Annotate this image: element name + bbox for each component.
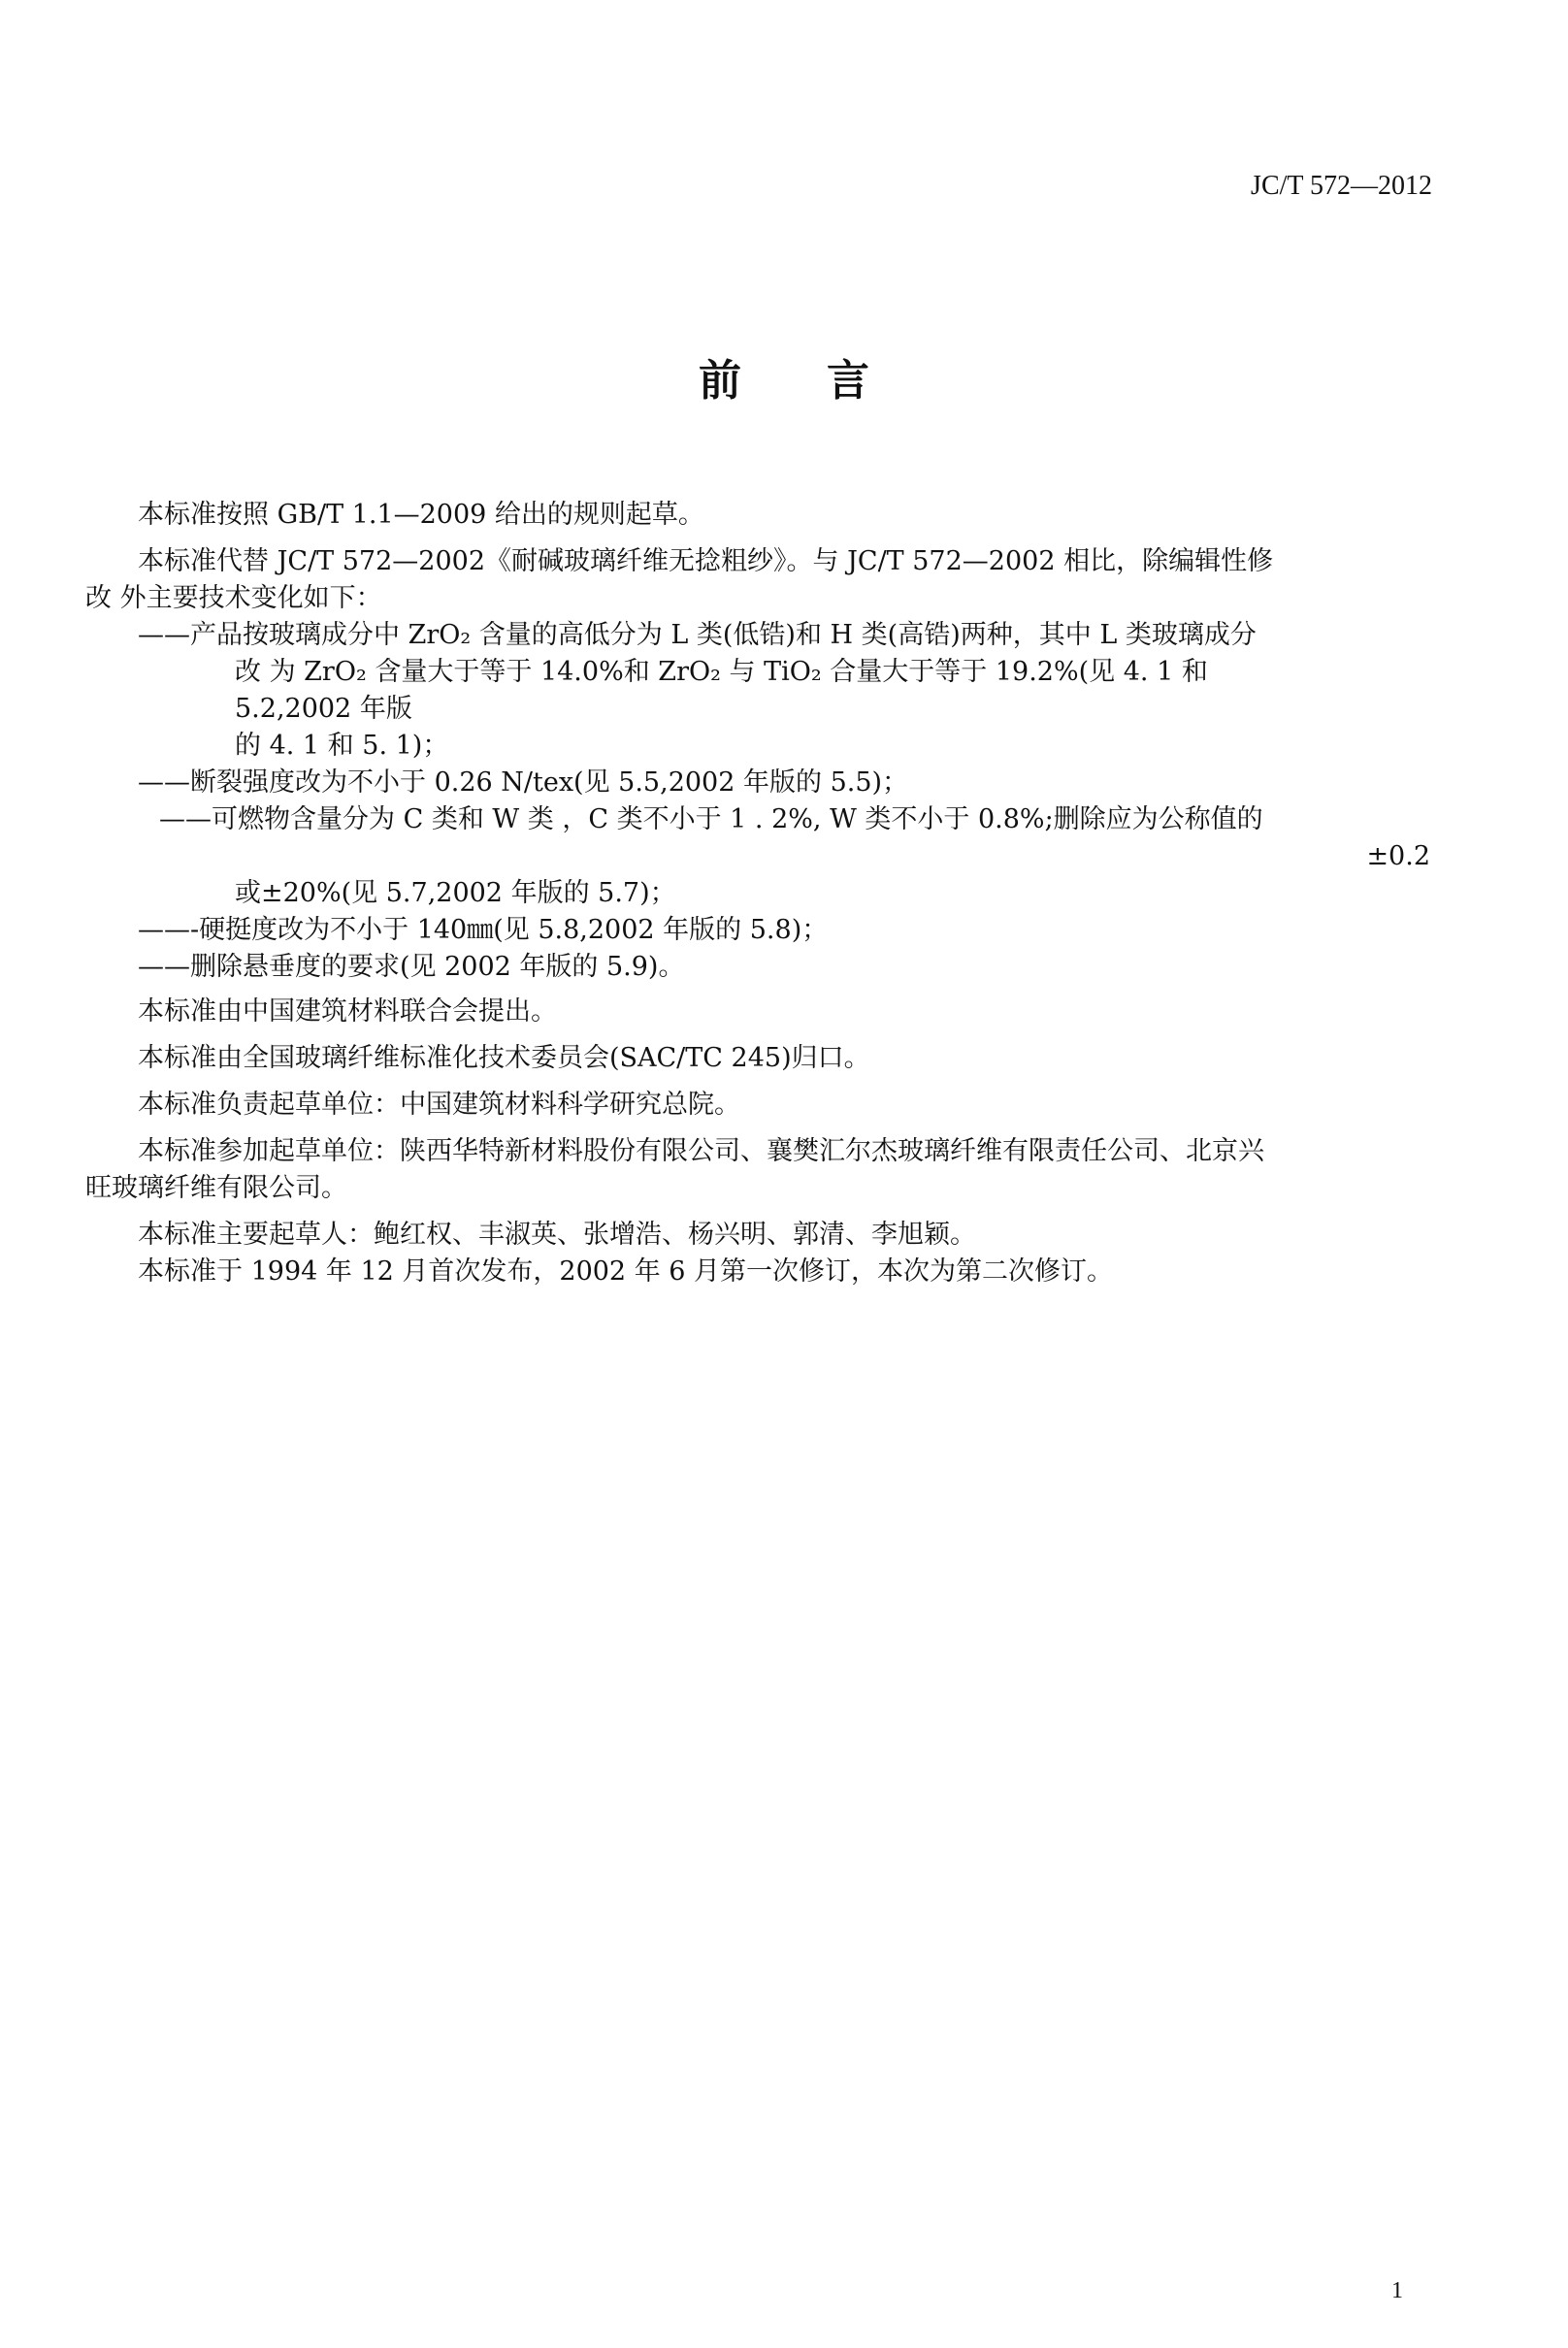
- paragraph-under-jurisdiction: 本标准由全国玻璃纤维标准化技术委员会(SAC/TC 245)归口。: [138, 1043, 870, 1073]
- change-item-drape: ——删除悬垂度的要求(见 2002 年版的 5.9)。: [138, 952, 685, 982]
- paragraph-drafters: 本标准主要起草人：鲍红权、丰淑英、张增浩、杨兴明、郭清、李旭颖。: [138, 1220, 976, 1250]
- change-continuation: ±0.2: [1366, 841, 1430, 871]
- change-item-combustible: ——可燃物含量分为 C 类和 W 类 ，C 类不小于 1 . 2%, W 类不小于 0.8%;删除应为公称值的: [159, 804, 1263, 834]
- foreword-body: [85, 497, 1430, 1300]
- change-continuation: 改 为 ZrO₂ 含量大于等于 14.0%和 ZrO₂ 与 TiO₂ 合量大于等于 19.2%(见 4. 1 和: [235, 657, 1208, 687]
- change-continuation: 5.2,2002 年版: [235, 694, 412, 724]
- change-item-stiffness: ——-硬挺度改为不小于 140㎜(见 5.8,2002 年版的 5.8)；: [138, 915, 829, 945]
- change-text: ——产品按玻璃成分中 ZrO₂ 含量的高低分为 L 类(低锆)和 H 类(高锆)两种，其中 L 类玻璃成分: [138, 620, 1257, 650]
- paragraph-continuation: 改 外主要技术变化如下：: [85, 583, 382, 613]
- paragraph-replaces: [85, 543, 1430, 580]
- paragraph-proposed-by: 本标准由中国建筑材料联合会提出。: [138, 996, 557, 1027]
- paragraph-drafting-rules: 本标准按照 GB/T 1.1—2009 给出的规则起草。: [138, 500, 704, 530]
- change-continuation: 或±20%(见 5.7,2002 年版的 5.7)；: [235, 878, 676, 908]
- change-item-breaking-strength: ——断裂强度改为不小于 0.26 N/tex(见 5.5,2002 年版的 5.5)；: [138, 767, 909, 798]
- change-continuation: 的 4. 1 和 5. 1)；: [235, 731, 449, 761]
- paragraph-participating-units: 本标准参加起草单位：陕西华特新材料股份有限公司、襄樊汇尔杰玻璃纤维有限责任公司、北京兴: [138, 1136, 1264, 1166]
- paragraph-text: 本标准代替 JC/T 572—2002《耐碱玻璃纤维无捻粗纱》。与 JC/T 572—2002 相比，除编辑性修: [138, 546, 1274, 576]
- page-title: 前言: [699, 356, 955, 406]
- change-item-composition: [85, 617, 1430, 654]
- document-code: JC/T 572—2012: [1251, 171, 1432, 201]
- paragraph-history: 本标准于 1994 年 12 月首次发布，2002 年 6 月第一次修订，本次为第二次修订。: [138, 1256, 1114, 1287]
- paragraph-drafting-unit: 本标准负责起草单位：中国建筑材料科学研究总院。: [138, 1090, 740, 1120]
- page-number: 1: [1391, 2278, 1403, 2303]
- paragraph-continuation: 旺玻璃纤维有限公司。: [85, 1173, 347, 1203]
